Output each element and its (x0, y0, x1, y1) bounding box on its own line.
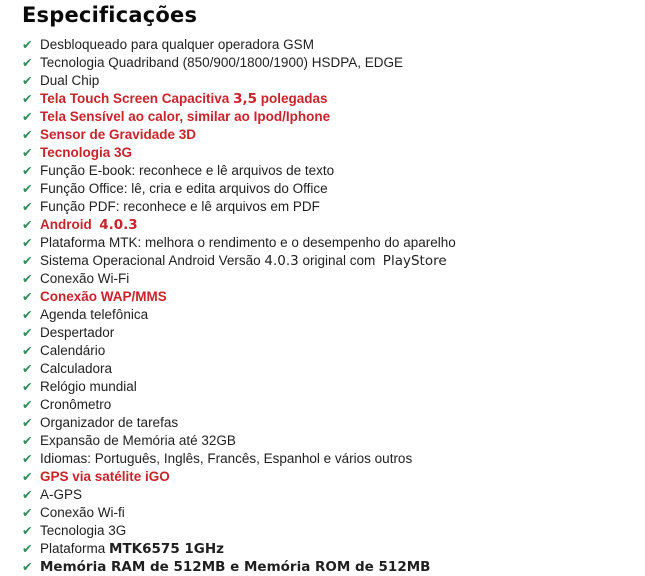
list-item-text (40, 360, 112, 378)
check-icon: ✔ (22, 434, 33, 448)
list-item (22, 162, 635, 180)
page-title: Especificações (22, 3, 198, 27)
check-icon: ✔ (22, 146, 33, 160)
text-segment: original com (298, 253, 383, 268)
list-item (22, 90, 635, 108)
check-icon: ✔ (22, 308, 33, 322)
text-segment: A-GPS (40, 487, 83, 502)
text-segment: Função Office: lê, cria e edita arquivos do Office (40, 181, 328, 196)
list-item (22, 288, 635, 306)
text-segment: Função E-book: reconhece e lê arquivos de texto (40, 163, 335, 178)
list-item (22, 360, 635, 378)
text-segment: Calendário (40, 343, 106, 358)
check-icon: ✔ (22, 110, 33, 124)
list-item (22, 54, 635, 72)
list-item (22, 306, 635, 324)
check-icon: ✔ (22, 128, 33, 142)
list-item-text (40, 396, 111, 414)
list-item (22, 252, 635, 270)
check-icon: ✔ (22, 452, 33, 466)
check-icon: ✔ (22, 470, 33, 484)
list-item (22, 486, 635, 504)
text-segment: Conexão WAP/MMS (40, 289, 167, 304)
list-item (22, 450, 635, 468)
list-item-text (40, 36, 314, 54)
list-item-text (40, 216, 138, 234)
list-item-text (40, 324, 114, 342)
spec-list (22, 36, 635, 576)
list-item (22, 144, 635, 162)
text-segment: Relógio mundial (40, 379, 137, 394)
check-icon: ✔ (22, 38, 33, 52)
check-icon: ✔ (22, 380, 33, 394)
check-icon: ✔ (22, 326, 33, 340)
check-icon: ✔ (22, 92, 33, 106)
list-item (22, 522, 635, 540)
text-segment: Sistema Operacional Android Versão (40, 253, 265, 268)
list-item-text (40, 270, 129, 288)
list-item-text (40, 432, 236, 450)
text-segment: Tecnologia Quadriband (850/900/1800/1900) HSDPA, EDGE (40, 55, 403, 70)
list-item-text (40, 108, 330, 126)
list-item (22, 234, 635, 252)
list-item-text (40, 144, 132, 162)
text-segment: Plataforma (40, 541, 110, 556)
list-item-text (40, 72, 99, 90)
text-segment: Dual Chip (40, 73, 100, 88)
text-segment: Calculadora (40, 361, 113, 376)
list-item-text (40, 540, 224, 558)
list-item-text (40, 90, 328, 108)
text-segment: Android (40, 217, 100, 232)
list-item (22, 270, 635, 288)
list-item (22, 468, 635, 486)
check-icon: ✔ (22, 560, 33, 574)
check-icon: ✔ (22, 200, 33, 214)
list-item-text (40, 306, 148, 324)
list-item (22, 72, 635, 90)
list-item (22, 342, 635, 360)
text-segment: GPS via satélite iGO (40, 469, 170, 484)
check-icon: ✔ (22, 398, 33, 412)
text-segment: 3,5 (233, 91, 257, 107)
text-segment: Tecnologia 3G (40, 523, 127, 538)
check-icon: ✔ (22, 272, 33, 286)
check-icon: ✔ (22, 164, 33, 178)
text-segment: 4.0.3 (99, 217, 138, 233)
text-segment: polegadas (257, 91, 328, 106)
text-segment: Expansão de Memória até 32GB (40, 433, 236, 448)
text-segment: Despertador (40, 325, 115, 340)
list-item-text (40, 126, 196, 144)
check-icon: ✔ (22, 182, 33, 196)
list-item (22, 324, 635, 342)
list-item-text (40, 486, 82, 504)
list-item (22, 198, 635, 216)
list-item (22, 36, 635, 54)
check-icon: ✔ (22, 524, 33, 538)
list-item-text (40, 522, 126, 540)
check-icon: ✔ (22, 290, 33, 304)
check-icon: ✔ (22, 542, 33, 556)
list-item (22, 414, 635, 432)
list-item-text (40, 162, 334, 180)
check-icon: ✔ (22, 236, 33, 250)
list-item (22, 216, 635, 234)
text-segment: Desbloqueado para qualquer operadora GSM (40, 37, 314, 52)
list-item (22, 126, 635, 144)
text-segment: Sensor de Gravidade 3D (40, 127, 197, 142)
text-segment: Tecnologia 3G (40, 145, 133, 160)
list-item-text (40, 342, 105, 360)
list-item (22, 504, 635, 522)
list-item-text (40, 414, 178, 432)
check-icon: ✔ (22, 506, 33, 520)
text-segment: PlayStore (382, 253, 447, 269)
list-item-text (40, 234, 456, 252)
list-item-text (40, 450, 412, 468)
list-item (22, 108, 635, 126)
check-icon: ✔ (22, 362, 33, 376)
text-segment: Conexão Wi-Fi (40, 271, 130, 286)
text-segment: Função PDF: reconhece e lê arquivos em PDF (40, 199, 320, 214)
list-item (22, 378, 635, 396)
text-segment: Tela Touch Screen Capacitiva (40, 91, 234, 106)
text-segment: Tela Sensível ao calor, similar ao Ipod/Iphone (40, 109, 331, 124)
list-item-text (40, 558, 430, 576)
list-item (22, 396, 635, 414)
text-segment: Memória RAM de 512MB e Memória ROM de 512MB (40, 559, 431, 575)
check-icon: ✔ (22, 56, 33, 70)
list-item-text (40, 54, 403, 72)
list-item (22, 432, 635, 450)
text-segment: Plataforma MTK: melhora o rendimento e o desempenho do aparelho (40, 235, 456, 250)
check-icon: ✔ (22, 218, 33, 232)
list-item-text (40, 198, 320, 216)
list-item-text (40, 468, 170, 486)
text-segment: Organizador de tarefas (40, 415, 179, 430)
check-icon: ✔ (22, 416, 33, 430)
check-icon: ✔ (22, 344, 33, 358)
text-segment: Cronômetro (40, 397, 112, 412)
check-icon: ✔ (22, 74, 33, 88)
list-item-text (40, 378, 137, 396)
list-item-text (40, 180, 328, 198)
list-item-text (40, 504, 125, 522)
list-item (22, 180, 635, 198)
list-item (22, 540, 635, 558)
text-segment: Conexão Wi-fi (40, 505, 125, 520)
text-segment: Agenda telefônica (40, 307, 149, 322)
text-segment: 4.0.3 (264, 253, 299, 269)
list-item-text (40, 288, 167, 306)
text-segment: MTK6575 1GHz (109, 541, 225, 557)
check-icon: ✔ (22, 254, 33, 268)
check-icon: ✔ (22, 488, 33, 502)
text-segment: Idiomas: Português, Inglês, Francês, Espanhol e vários outros (40, 451, 413, 466)
list-item (22, 558, 635, 576)
list-item-text (40, 252, 447, 270)
